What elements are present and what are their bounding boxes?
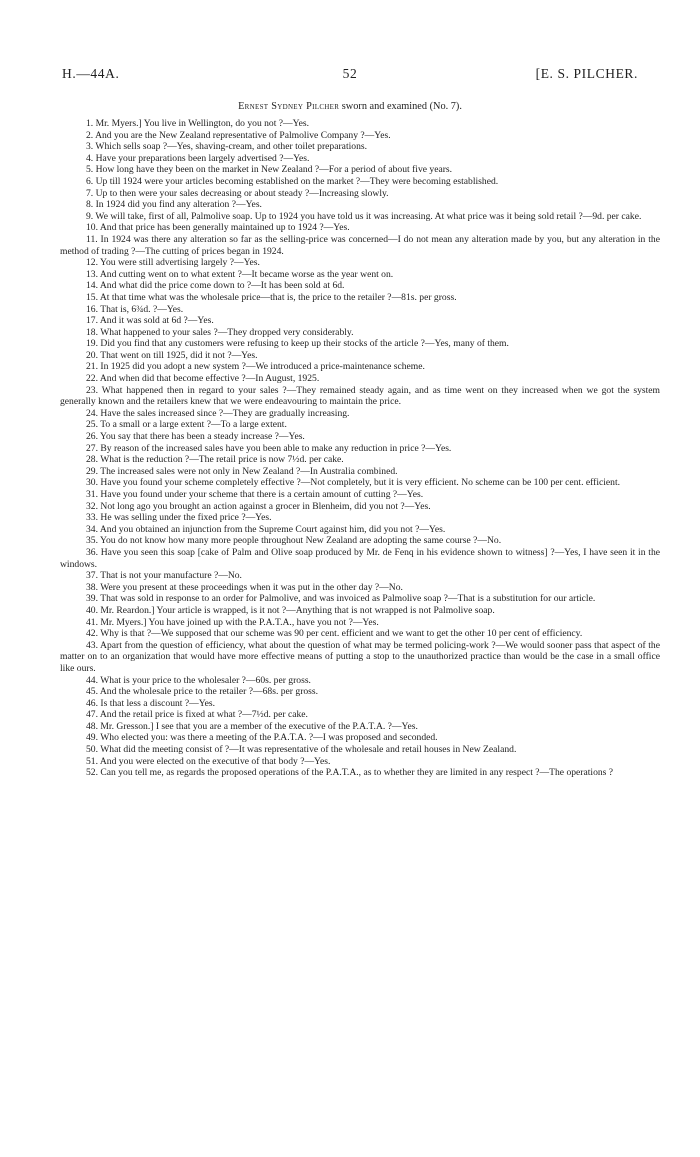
testimony-paragraph: 33. He was selling under the fixed price ?—Yes.: [86, 512, 272, 524]
testimony-paragraph: 35. You do not know how many more people throughout New Zealand are adopting the same course ?—No.: [86, 535, 502, 547]
testimony-paragraph: 5. How long have they been on the market in New Zealand ?—For a period of about five years.: [86, 164, 453, 176]
header-document-code: H.—44A.: [62, 66, 120, 81]
testimony-paragraph: 16. That is, 6¾d. ?—Yes.: [86, 303, 184, 315]
witness-name: Ernest Sydney Pilcher: [238, 101, 340, 112]
testimony-paragraph: 32. Not long ago you brought an action against a grocer in Blenheim, did you not ?—Yes.: [86, 500, 431, 512]
testimony-paragraph: 30. Have you found your scheme completely effective ?—Not completely, but it is very efficient. No scheme can be 100 per cent. efficient.: [86, 477, 621, 489]
testimony-paragraph: 40. Mr. Reardon.] Your article is wrapped, is it not ?—Anything that is not wrapped is not Palmolive soap.: [86, 604, 495, 616]
testimony-paragraph: 10. And that price has been generally maintained up to 1924 ?—Yes.: [86, 222, 350, 234]
testimony-paragraph: 41. Mr. Myers.] You have joined up with the P.A.T.A., have you not ?—Yes.: [86, 616, 379, 628]
testimony-paragraph: 48. Mr. Gresson.] I see that you are a member of the executive of the P.A.T.A. ?—Yes.: [86, 720, 418, 732]
testimony-paragraph: 18. What happened to your sales ?—They dropped very considerably.: [86, 326, 354, 338]
testimony-paragraph: 11. In 1924 was there any alteration so far as the selling-price was concerned—I do not mean any alteration made by you, but any alteration in the method of trading ?—The cutting of prices began in 1924.: [60, 233, 660, 257]
testimony-paragraph: 37. That is not your manufacture ?—No.: [86, 570, 242, 582]
testimony-paragraph: 7. Up to then were your sales decreasing or about steady ?—Increasing slowly.: [86, 187, 389, 199]
testimony-paragraph: 22. And when did that become effective ?—In August, 1925.: [86, 373, 320, 385]
testimony-paragraph: 12. You were still advertising largely ?—Yes.: [86, 257, 260, 269]
testimony-paragraph: 51. And you were elected on the executive of that body ?—Yes.: [86, 755, 331, 767]
testimony-paragraph: 27. By reason of the increased sales have you been able to make any reduction in price ?—Yes.: [86, 442, 452, 454]
testimony-paragraph: 36. Have you seen this soap [cake of Palm and Olive soap produced by Mr. de Fenq in his evidence shown to witness] ?—Yes, I have seen it in the windows.: [60, 546, 660, 570]
testimony-paragraph: 44. What is your price to the wholesaler ?—60s. per gross.: [86, 674, 311, 686]
testimony-paragraph: 2. And you are the New Zealand representative of Palmolive Company ?—Yes.: [86, 129, 391, 141]
testimony-paragraph: 31. Have you found under your scheme that there is a certain amount of cutting ?—Yes.: [86, 489, 424, 500]
testimony-paragraph: 20. That went on till 1925, did it not ?—Yes.: [86, 349, 258, 361]
testimony-paragraph: 24. Have the sales increased since ?—They are gradually increasing.: [86, 407, 350, 419]
testimony-paragraph: 49. Who elected you: was there a meeting of the P.A.T.A. ?—I was proposed and seconded.: [86, 732, 438, 744]
testimony-paragraph: 47. And the retail price is fixed at what ?—7½d. per cake.: [86, 709, 308, 721]
testimony-paragraph: 38. Were you present at these proceedings when it was put in the other day ?—No.: [86, 581, 403, 593]
testimony-paragraph: 50. What did the meeting consist of ?—It was representative of the wholesale and retail houses in New Zealand.: [86, 744, 517, 756]
testimony-paragraph: 9. We will take, first of all, Palmolive soap. Up to 1924 you have told us it was increasing. At what price was it being sold retail ?—9d. per cake.: [86, 210, 642, 222]
witness-caption: [0, 101, 700, 112]
testimony-paragraph: 52. Can you tell me, as regards the proposed operations of the P.A.T.A., as to whether they are limited in any respect ?—The operations ?: [86, 767, 614, 779]
testimony-paragraph: 23. What happened then in regard to your sales ?—They remained steady again, and as time went on they increased when we got the system generally known and the retailers knew that we were endeavouring to maintain the price.: [60, 384, 660, 408]
header-witness-name: [E. S. PILCHER.: [535, 66, 638, 81]
testimony-paragraph: 8. In 1924 did you find any alteration ?—Yes.: [86, 199, 262, 211]
testimony-body: [60, 118, 660, 779]
testimony-paragraph: 39. That was sold in response to an order for Palmolive, and was invoiced as Palmolive soap ?—That is a substitution for our article.: [86, 593, 596, 605]
testimony-paragraph: 29. The increased sales were not only in New Zealand ?—In Australia combined.: [86, 465, 398, 477]
caption-text: sworn and examined (No. 7).: [339, 101, 462, 112]
testimony-paragraph: 28. What is the reduction ?—The retail price is now 7½d. per cake.: [86, 454, 344, 466]
testimony-paragraph: 43. Apart from the question of efficiency, what about the question of what may be termed policing-work ?—We would sooner pass that aspect of the matter on to an organization that would have more effective means of putting a stop to the unauthorized practice than would be the case in a small office like ours.: [60, 639, 660, 674]
testimony-paragraph: 1. Mr. Myers.] You live in Wellington, do you not ?—Yes.: [86, 118, 310, 129]
testimony-paragraph: 34. And you obtained an injunction from the Supreme Court against him, did you not ?—Yes.: [86, 523, 446, 535]
testimony-paragraph: 46. Is that less a discount ?—Yes.: [86, 697, 216, 709]
testimony-paragraph: 14. And what did the price come down to ?—It has been sold at 6d.: [86, 280, 345, 292]
testimony-paragraph: 17. And it was sold at 6d ?—Yes.: [86, 315, 214, 327]
testimony-paragraph: 42. Why is that ?—We supposed that our scheme was 90 per cent. efficient and we want to get the other 10 per cent of efficiency.: [86, 628, 583, 640]
testimony-paragraph: 13. And cutting went on to what extent ?—It became worse as the year went on.: [86, 268, 394, 280]
testimony-paragraph: 25. To a small or a large extent ?—To a large extent.: [86, 419, 287, 431]
testimony-paragraph: 6. Up till 1924 were your articles becoming established on the market ?—They were becoming established.: [86, 175, 499, 187]
testimony-paragraph: 3. Which sells soap ?—Yes, shaving-cream, and other toilet preparations.: [86, 141, 367, 153]
testimony-paragraph: 21. In 1925 did you adopt a new system ?—We introduced a price-maintenance scheme.: [86, 361, 425, 373]
testimony-paragraph: 45. And the wholesale price to the retailer ?—68s. per gross.: [86, 686, 319, 698]
testimony-paragraph: 15. At that time what was the wholesale price—that is, the price to the retailer ?—81s. per gross.: [86, 291, 457, 303]
header-page-number: 52: [342, 66, 358, 81]
testimony-paragraph: 19. Did you find that any customers were refusing to keep up their stocks of the article ?—Yes, many of them.: [86, 338, 509, 350]
testimony-paragraph: 26. You say that there has been a steady increase ?—Yes.: [86, 431, 305, 443]
testimony-paragraph: 4. Have your preparations been largely advertised ?—Yes.: [86, 152, 310, 164]
